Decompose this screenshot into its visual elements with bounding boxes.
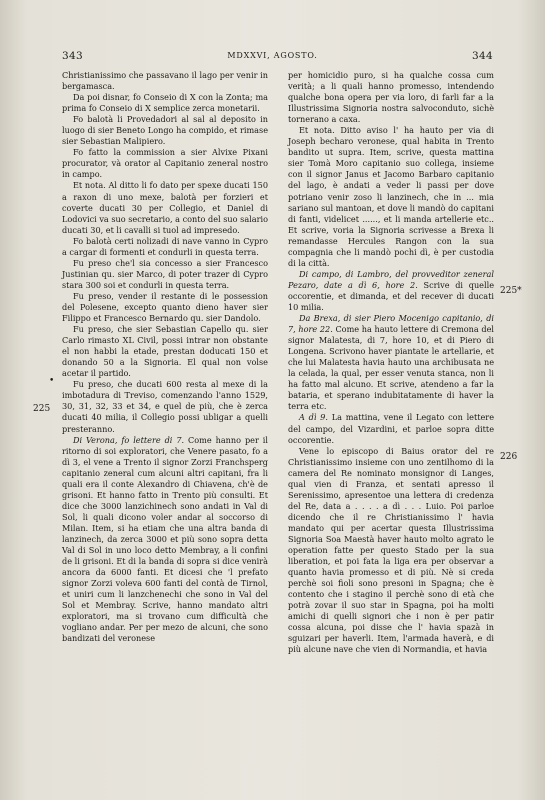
page-header — [0, 50, 545, 64]
section-text: Scrive di quelle occorentie, et dimanda, et del recever di ducati 10 milia. — [288, 279, 494, 312]
section-heading: Di Verona, fo lettere di 7. — [73, 434, 185, 445]
paragraph-campo — [288, 269, 494, 313]
left-column — [62, 70, 268, 644]
paragraph: Vene lo episcopo di Baius orator del re Christianissimo insieme con uno zentilhomo di la camera del Re nominato monsignor di Langes, qual vien di Franza, et sentati apresso il Serenissimo, apresentoe una lettera di credenza del Re, data a . . . . a dì . . . Luio. Poi parloe dicendo che il re Christianissimo l' havia mandato qui per acertar questa Illustrissima Signoria Soa Maestà haver hauto molto agrato le operation fatte per questo Stado per la sua liberation, et poi fata la liga era per observar a quanto havia promesso et di più. Nè si creda perchè soi fioli sono presoni in Spagna; che è contento che i stagino il perchè sono di età che potrà zovar il suo star in Spagna, poi ha molti amichi di quelli signori che i non è per patir cossa alcuna, poi disse che l' havia spazà in sguizari per haverli. Item, l'armada haverà, e di più alcune nave che vien di Normandia, et havia — [288, 445, 494, 655]
margin-number-right: 225* — [500, 286, 522, 296]
paragraph: Fu preso che'l sia concesso a sier Francesco Justinian qu. sier Marco, di poter trazer di Cypro stara 300 soi et condurli in questa terra. — [62, 257, 268, 290]
section-text: Come ha hauto lettere di Cremona del signor Malatesta, di 7, hore 10, et di Piero di Longena. Scrivono haver piantate le artellarie, et che lui Malatesta havia hauto una archibusata ne la celada, la qual, per esser venuta stanca, non li ha fatto mal alcuno. Et scrive, atendeno a far la bataria, et sperano indubitatamente di haver la terra etc. — [288, 324, 495, 412]
section-heading: A dì 9. — [299, 412, 328, 423]
paragraph: Fu preso, che ducati 600 resta al mexe di la imbotadura di Treviso, comenzando l'anno 1529, 30, 31, 32, 33 et 34, e quel de più, che è zerca ducati 40 milia, il Collegio possi ubligar a quelli presteranno. — [62, 379, 268, 434]
paragraph-brexa — [288, 313, 494, 412]
paragraph: Christianissimo che passavano il lago per venir in bergamasca. — [62, 70, 268, 92]
paragraph: Fo balotà li Provedadori al sal al deposito in luogo di sier Beneto Longo ha compido, et rimase sier Sebastian Malipiero. — [62, 114, 268, 147]
right-page-number: 344 — [472, 50, 493, 62]
paragraph: Fu preso, che sier Sebastian Capello qu. sier Carlo rimasto XL Civil, possi intrar non obstante el non habbi la etade, prestan doducati 150 et donando 50 a la Signoria. El qual non volse acetar il partido. — [62, 324, 268, 379]
paragraph: Et nota. Al ditto li fo dato per spexe ducati 150 a raxon di uno mexe, balotà per forzieri et coverte ducati 30 per Collegio, et Daniel di Lodovici va suo secretario, a conto del suo salario ducati 30, et li cavalli si tuol ad impresedo. — [62, 180, 268, 235]
paragraph: Fo fatto la commission a sier Alvixe Pixani procurator, và orator al Capitanio zeneral nostro in campo. — [62, 147, 268, 180]
section-heading: Di campo, di Lambro, del provveditor zeneral Pezaro, date a dì 6, hore 2. — [288, 268, 494, 290]
paragraph-adi9 — [288, 412, 494, 445]
paragraph: Fu preso, vender il restante di le possession del Polesene, excepto quanto dieno haver sier Filippo et Francesco Bernardo qu. sier Dandolo. — [62, 290, 268, 324]
paragraph: Et nota. Ditto aviso l' ha hauto per via di Joseph becharo veronese, qual habita in Trento bandito ut supra. Item, scrive, questa mattina sier Tomà Moro capitanio suo collega, insieme con il signor Janus et Jacomo Barbaro capitanio del lago, è andati a veder li passi per dove potriano venir zoso li lanzinech, che in ... mia sariano sul mantoan, et dove li mandò do capitani di fanti, videlicet ......, et li manda artellerie etc.. Et scrive, voria la Signoria scrivesse a Brexa li remandasse Hercules Rangon con la sua compagnia che li mandò pochi dì, è per custodia di la città. — [288, 125, 494, 268]
paragraph: Fo balotà certi nolizadi di nave vanno in Cypro a cargar di formenti et condurli in questa terra. — [62, 235, 268, 257]
section-text: La mattina, vene il Legato con lettere del campo, del Vizardini, et parloe sopra ditte occorentie. — [288, 412, 495, 445]
margin-number-right: 226 — [500, 452, 518, 462]
margin-number-left: 225 — [33, 404, 51, 414]
paragraph: Da poi disnar, fo Conseio di X con la Zonta; ma prima fo Conseio di X semplice zerca monetarii. — [62, 92, 268, 114]
running-title: MDXXVI, AGOSTO. — [227, 51, 318, 60]
section-heading: Da Brexa, di sier Piero Mocenigo capitanio, di 7, hore 22. — [288, 313, 494, 335]
right-column — [288, 70, 494, 655]
left-page-number: 343 — [62, 50, 83, 62]
paragraph-verona — [62, 435, 268, 645]
section-text: Come hanno per il ritorno di soi exploratori, che Venere pasato, fo a dì 3, el vene a Trento il signor Zorzi Franchsperg capitanio zeneral cum alcuni altri capitani, fra li quali era il conte Alexandro di Chiavena, ch'è de grisoni. Et hanno fatto in Trento più consulti. Et dice che 3000 lanzichinech sono andati in Val di Sol, li quali dicono voler andar al soccorso di Milan. Item, si ha etiam che una altra banda di lanzinech, da zerca 3000 et più sono sopra detta Val di Sol in uno loco detto Membray, a li confini de li grisoni. Et di la banda di sopra si dice venirà ancora da 6000 fanti. Et dicesi che 'l prefato signor Zorzi voleva 600 fanti del contà de Tirnol, et uniri cum li lanzchenechi che sono in Val del Sol et Membray. Scrive, hanno mandato altri exploratori, ma si trovano cum difficultà che vogliano andar. Per per mezo de alcuni, che sono bandizati del veronese — [62, 434, 268, 644]
margin-bullet: • — [49, 376, 55, 386]
paragraph: per homicidio puro, si ha qualche cossa cum verità; a li quali hanno promesso, intendendo qualche bona opera per via loro, di farli far a la Illustrissima Signoria nostra salvoconduto, sichè tornerano a caxa. — [288, 70, 494, 125]
